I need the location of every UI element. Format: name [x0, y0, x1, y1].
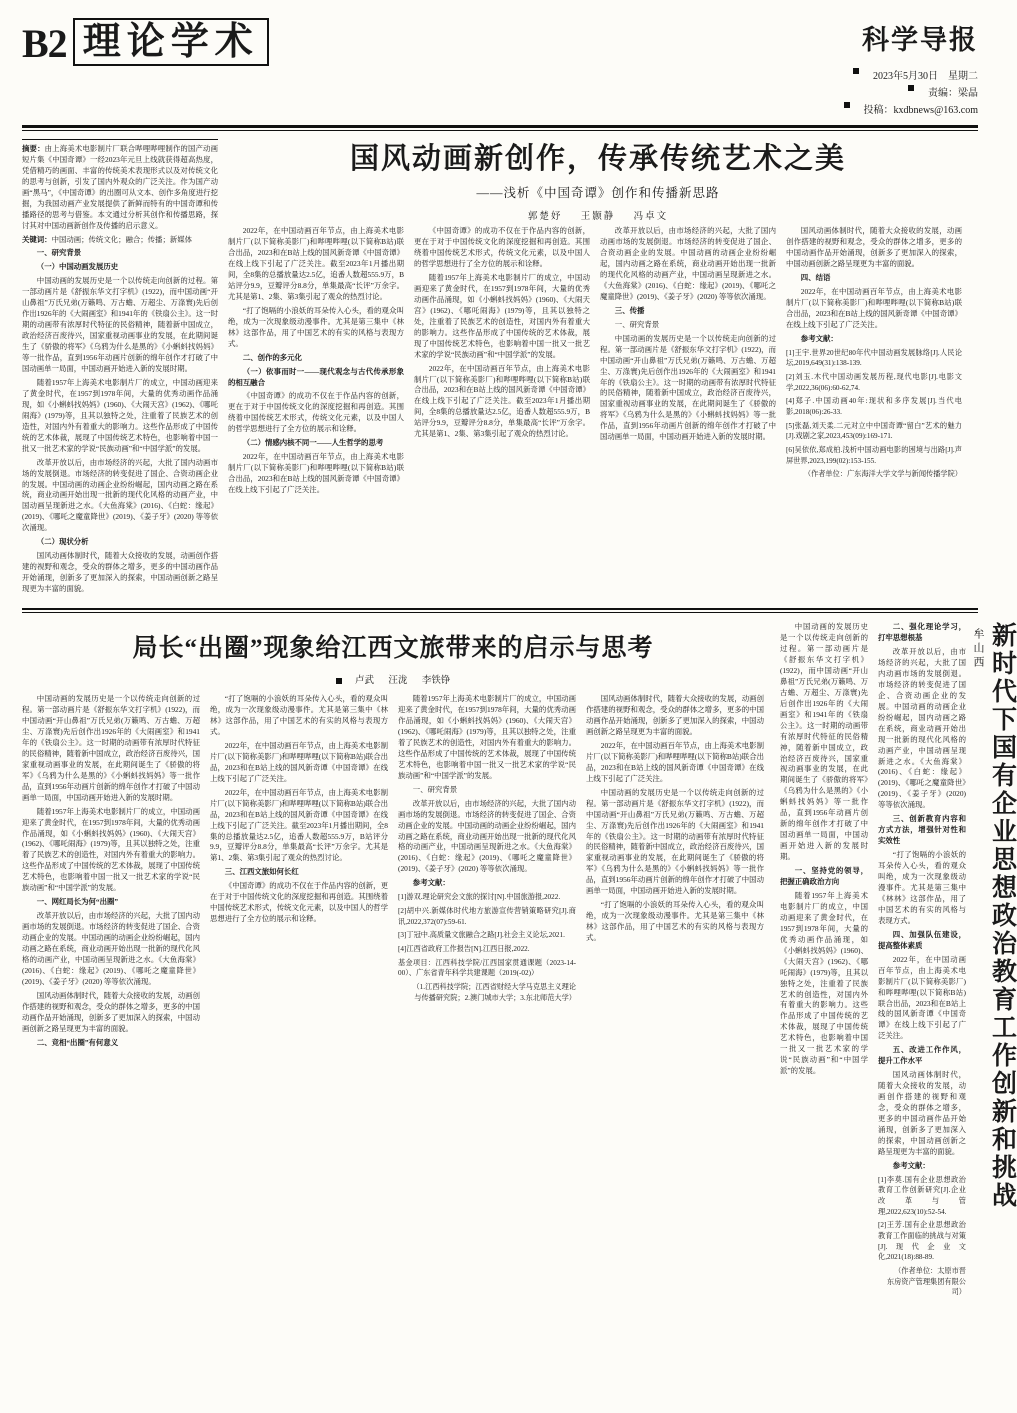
- a1-heading-1-2: （二）现状分析: [36, 537, 89, 547]
- abstract-text: 由上海美术电影制片厂联合哔哩哔哩制作的国产动画短片集《中国奇谭》一经2023年元旦上线就获得超高热度，凭借精巧的画面、丰富的传统美术表现形式以及对传统文化的思考与创新，引发了国内外观众的广泛关注。作为国产动画“黑马”，《中国奇谭》的出圈可从文本、创作多角度进行挖掘，为我国动画产业发展提供了新鲜而特有的中国奇谭和传播路径的思考与借鉴。本文通过分析其创作和传播思路，探讨其对中国动画新创作及传播的启示意义。: [22, 143, 218, 230]
- article-1-col-5: [786, 226, 962, 499]
- a1-c3-p1: 《中国奇谭》的成功不仅在于作品内容的创新，更在于对于中国传统文化的深度挖掘和再创造。其围绕着中国传统艺术形式，传统文化元素，以及中国人的哲学思想进行了全方位的展示和诠释。: [414, 226, 590, 268]
- a1-c2-p4: 2022年，在中国动画百年节点，由上海美术电影制片厂(以下简称美影厂)和哔哩哔哩(以下简称B站)联合出品，2023和在B站上线的国风新奇谭《中国奇谭》在线上线下引起了广泛关注。: [228, 452, 404, 495]
- a2-c1-p1: 中国动画的发展历史是一个以传统走向创新的过程。第一部动画片是《舒振东华文打字机》(1922)，而中国动画“开山鼻祖”万氏兄弟(万籁鸣、万古蟾、万超尘、万涤寰)先后创作出1926年的《大闹画室》和1941年的《铁扇公主》。这一时期的动画带有浓厚时代特征的民俗精神，随着新中国成立，政治经济百废待兴，国家重视动画事业的发展，在此期间诞生了《骄傲的将军》《乌鸦为什么是黑的》《小蝌蚪找妈妈》等一批作品，直到1956年动画片创新的绵年创作才打破了中国动画单一局面，中国动画开始进入新的发展时期。: [22, 694, 200, 802]
- a3-heading-5: 五、改进工作作风，提升工作水平: [878, 1045, 966, 1066]
- a3-c1-p2: 随着1957年上海美术电影制片厂的成立，中国动画迎来了黄金时代，在1957到1978年间，大量的优秀动画作品涌现，如《小蝌蚪找妈妈》(1960)、《大闹天宫》(1962)、《哪吒闹海》(1979)等，且其以独特之处，注重着了民族艺术的创造性，对国内外有着重大的影响力。这些作品形成了中国传统的艺术体裁，展现了中国传统艺术特色，也影响着中国一批又一批艺术家的学说“民族动画”和“中国学派”的发展。: [780, 890, 868, 1076]
- masthead-rule-thin: [22, 130, 978, 131]
- masthead-rule-thick: [22, 125, 978, 128]
- paper-name: 科学导报: [862, 25, 978, 55]
- a2-author-2: 汪泷: [388, 676, 408, 687]
- a1-heading-2-1: （一）依事而时一——现代观念与古代传承形象的相互融合: [228, 366, 404, 387]
- author-3: 冯卓文: [633, 212, 669, 223]
- a1-c2-p1: 2022年，在中国动画百年节点，由上海美术电影制片厂(以下简称美影厂)和哔哩哔哩(以下简称B站)联合出品，2023和在B站上线的国风新奇谭《中国奇谭》在线上线下引起了广泛关注。截至2023年1月播出期间，全8集的总播放量达2.5亿，追番人数超555.9万，B站评分9.9，豆瓣评分8.8分，单集最高“长评”万余字。尤其是第1、2集、第3集引起了观众的热烈讨论。: [228, 226, 404, 301]
- article-1-subtitle: ——浅析《中国奇谭》创作和传播新思路: [476, 186, 720, 201]
- editor-line: [844, 85, 978, 102]
- article-1-col-1: [22, 139, 218, 598]
- a1-c2-p2: “打了饱嗝的小浪妖的耳朵传入心头，看的观众叫绝，成为一次现象级动漫事件。尤其是第三集中《林林》这部作品，用了中国艺术的有实的风格与表现方式。: [228, 305, 404, 348]
- article-1-col-4: [600, 226, 776, 499]
- article-1-columns: [22, 139, 978, 598]
- bullet-square-icon: [336, 678, 342, 684]
- article-1-title: 国风动画新创作，传承传统艺术之美: [349, 142, 846, 175]
- article-1-main: [228, 139, 968, 598]
- a2-c3-p2: 一、研究背景: [412, 784, 458, 794]
- a2-c4-p1: 国风动画体制时代，随着大众接收的发展，动画创作搭建的视野和观念，受众的群体之增多，更多的中国动画作品开始涌现，创新多了更加深入的探索，中国动画创新之路呈现更为丰富的面貌。: [586, 694, 764, 736]
- a3-c2-p3: 2022年，在中国动画百年节点，由上海美术电影制片厂(以下简称美影厂)和哔哩哔哩(以下简称B站)联合出品，2023和在B站上线的国风新奇谭《中国奇谭》在线上线下引起了广泛关注。: [878, 954, 966, 1041]
- article-2-col-1: [22, 694, 200, 1052]
- a2-c3-p1: 随着1957年上海美术电影制片厂的成立，中国动画迎来了黄金时代，在1957到1978年间，大量的优秀动画作品涌现，如《小蝌蚪找妈妈》(1960)、《大闹天宫》(1962)、《哪吒闹海》(1979)等，且其以独特之处，注重着了民族艺术的创造性，对国内外有着重大的影响力。这些作品形成了中国传统的艺术体裁，展现了中国传统艺术特色，也影响着中国一批又一批艺术家的学说“民族动画”和“中国学派”的发展。: [398, 694, 576, 780]
- article-1-header: [228, 141, 968, 222]
- a1-heading-3: 三、传播: [614, 305, 645, 315]
- a2-signature: （1.江西科技学院；江西省财经大学马克思主义理论与传播研究院；2.澳门城市大学；3.东北师范大学）: [412, 982, 576, 1002]
- article-3-vertical-author: 牟山西: [972, 628, 984, 671]
- masthead-right: [844, 18, 978, 119]
- a3-heading-3: 三、创新教育内容和方式方法，增强针对性和实效性: [878, 814, 966, 846]
- author-2: 王颢静: [580, 212, 616, 223]
- a2-c3-p3: 改革开放以后，由市场经济的兴起，大批了国内动画市场的发展倒退。市场经济的转变促进了国企、合资动画企业的发展。中国动画的动画企业纷纷崛起，国内动画之路在系统，商业动画开始出现一批新的现代化风格的动画产业，中国动画呈现新进之水。《大鱼海棠》(2016)、《白蛇：缘起》(2019)、《哪吒之魔童降世》(2019)、《姜子牙》(2020) 等等依次涌现。: [398, 798, 576, 874]
- a1-c2-p3: 《中国奇谭》的成功不仅在于作品内容的创新，更在于对于中国传统文化的深度挖掘和再创造。其围绕着中国传统艺术形式，传统文化元素，以及中国人的哲学思想进行了全方位的展示和诠释。: [228, 391, 404, 434]
- a1-ref-1: [1]王宇.世界20世纪80年代中国动画发展脉络[J].人民论坛,2019,649(31):138-139.: [786, 348, 962, 368]
- a3-heading-1: 一、坚持党的领导，把握正确政治方向: [780, 866, 868, 886]
- article-1-col-3: [414, 226, 590, 499]
- article-1-body-columns: [228, 226, 968, 499]
- article-3-col-1: [780, 622, 868, 1301]
- a2-c4-p2: 2022年，在中国动画百年节点，由上海美术电影制片厂(以下简称美影厂)和哔哩哔哩(以下简称B站)联合出品，2023和在B站上线的国风新奇谭《中国奇谭》在线上线下引起了广泛关注。: [586, 740, 764, 783]
- article-2-columns: [22, 694, 764, 1052]
- keywords-text: 中国动画；传统文化；融合；传播；新媒体: [51, 234, 193, 244]
- a1-ref-4: [5]张磊,刘天柔.二元对立中中国奇谭“留白”艺术的魅力[J].戏剧之家,2023,453(09):169-171.: [786, 421, 962, 441]
- bullet-square-icon: [844, 102, 850, 108]
- a1-c5-p1: 国风动画体制时代，随着大众接收的发展，动画创作搭建的视野和观念，受众的群体之增多，更多的中国动画作品开始涌现，创新多了更加深入的探索，中国动画创新之路呈现更为丰富的面貌。: [786, 226, 962, 268]
- a1-heading-1: 一、研究背景: [36, 248, 82, 258]
- a1-heading-2-2: （二）情感内核不同一——人生哲学的思考: [242, 438, 384, 448]
- a2-refs-label: 参考文献：: [412, 878, 450, 888]
- a2-c1-p2: 随着1957年上海美术电影制片厂的成立，中国动画迎来了黄金时代，在1957到1978年间，大量的优秀动画作品涌现，如《小蝌蚪找妈妈》(1960)、《大闹天宫》(1962)、《哪吒闹海》(1979)等，且其以独特之处，注重着了民族艺术的创造性，对国内外有着重大的影响力。这些作品形成了中国传统的艺术体裁，展现了中国传统艺术特色，也影响着中国一批又一批艺术家的学说“民族动画”和“中国学派”的发展。: [22, 806, 200, 893]
- masthead: [22, 18, 978, 119]
- a2-c4-p3: 中国动画的发展历史是一个以传统走向创新的过程。第一部动画片是《舒振东华文打字机》(1922)，而中国动画“开山鼻祖”万氏兄弟(万籁鸣、万古蟾、万超尘、万涤寰)先后创作出1926年的《大闹画室》和1941年的《铁扇公主》。这一时期的动画带有浓厚时代特征的民俗精神，随着新中国成立，政治经济百废待兴，国家重视动画事业的发展，在此期间诞生了《骄傲的将军》《乌鸦为什么是黑的》《小蝌蚪找妈妈》等一批作品，直到1956年动画片创新的绵年创作才打破了中国动画单一局面，中国动画开始进入新的发展时期。: [586, 787, 764, 896]
- article-2-title: 局长“出圈”现象给江西文旅带来的启示与思考: [132, 635, 654, 663]
- a1-c1-p1: 中国动画的发展历史是一个以传统走向创新的过程。第一部动画片是《舒振东华文打字机》(1922)，而中国动画“开山鼻祖”万氏兄弟(万籁鸣、万古蟾、万超尘、万涤寰)先后创作出1926年的《大闹画室》和1941年的《铁扇公主》。这一时期的动画带有浓厚时代特征的民俗精神，随着新中国成立，政治经济百废待兴，国家重视动画事业的发展，在此期间诞生了《骄傲的将军》《乌鸦为什么是黑的》《小蝌蚪找妈妈》等一批作品，直到1956年动画片创新的绵年创作才打破了中国动画单一局面，中国动画开始进入新的发展时期。: [22, 276, 218, 373]
- article-divider-thick: [22, 608, 978, 610]
- article-1-authors: [228, 208, 968, 222]
- a2-c1-p4: 国风动画体制时代，随着大众接收的发展，动画创作搭建的视野和观念，受众的群体之增多，更多的中国动画作品开始涌现，创新多了更加深入的探索，中国动画创新之路呈现更为丰富的面貌。: [22, 990, 200, 1033]
- a1-c1-p2: 随着1957年上海美术电影制片厂的成立，中国动画迎来了黄金时代，在1957到1978年间，大量的优秀动画作品涌现，如《小蝌蚪找妈妈》(1960)、《大闹天宫》(1962)、《哪吒闹海》(1979)等，且其以独特之处，注重着了民族艺术的创造性，对国内外有着重大的影响力。这些作品形成了中国传统的艺术体裁，展现了中国传统艺术特色，也影响着中国一批又一批艺术家的学说“民族动画”和“中国学派”的发展。: [22, 377, 218, 453]
- submission-line: [844, 102, 978, 119]
- a2-heading-3: 三、江西文旅如何长红: [224, 867, 299, 877]
- a2-author-1: 卢武: [355, 676, 375, 687]
- a1-heading-4: 四、结语: [800, 272, 831, 282]
- article-2-col-3: [398, 694, 576, 1052]
- a3-ref-1: [1]李莫.国有企业思想政治教育工作创新研究[J].企业改革与管理,2022,623(10):52-54.: [878, 1175, 966, 1216]
- a2-heading-2: 二、竞相“出圈”有何意义: [36, 1037, 119, 1047]
- article-3-columns: [780, 622, 966, 1301]
- article-divider-thin: [22, 612, 978, 613]
- a2-ref-1: [1]游双.理论研究会文旅的探讨[N].中国旅游报,2022.: [398, 893, 561, 902]
- a3-heading-4: 四、加强队伍建设，提高整体素质: [878, 929, 966, 950]
- a3-heading-2: 二、强化理论学习，打牢思想根基: [878, 622, 966, 643]
- a2-fund: 基金项目：江西科技学院/江西国家贯通课题（2023-14-00）、广东省青年科学共建课题（2019(-02)）: [398, 958, 576, 978]
- a1-c4-p3: 中国动画的发展历史是一个以传统走向创新的过程。第一部动画片是《舒振东华文打字机》(1922)，而中国动画“开山鼻祖”万氏兄弟(万籁鸣、万古蟾、万超尘、万涤寰)先后创作出1926年的《大闹画室》和1941年的《铁扇公主》。这一时期的动画带有浓厚时代特征的民俗精神，随着新中国成立，政治经济百废待兴，国家重视动画事业的发展，在此期间诞生了《骄傲的将军》《乌鸦为什么是黑的》《小蝌蚪找妈妈》等一批作品，直到1956年动画片创新的绵年创作才打破了中国动画单一局面，中国动画开始进入新的发展时期。: [600, 333, 776, 442]
- a3-refs-label: 参考文献：: [892, 1160, 930, 1170]
- a2-c2-p3: 2022年，在中国动画百年节点，由上海美术电影制片厂(以下简称美影厂)和哔哩哔哩(以下简称B站)联合出品，2023和在B站上线的国风新奇谭《中国奇谭》在线上线下引起了广泛关注。截至2023年1月播出期间，全8集的总播放量达2.5亿，追番人数超555.9万，B站评分9.9，豆瓣评分8.8分，单集最高“长评”万余字。尤其是第1、2集、第3集引起了观众的热烈讨论。: [210, 787, 388, 863]
- article-3-body: [780, 622, 966, 1301]
- submission-email[interactable]: 投稿：kxdbnews@163.com: [863, 104, 978, 116]
- lower-section: [22, 622, 1016, 1301]
- abstract-label: 摘要：: [22, 143, 45, 153]
- article-3-col-2: [878, 622, 966, 1301]
- article-2: [22, 622, 764, 1301]
- a3-ref-2: [2]王芳.国有企业思想政治教育工作面临的挑战与对策[J].现代企业文化,2021(18):88-89.: [878, 1221, 966, 1262]
- a1-ref-2: [2]刘玉.木代中国动画发展历程,现代电影[J].电影文学,2022,36(06):60-62,74.: [786, 372, 962, 392]
- abstract-paragraph: [22, 139, 218, 232]
- article-1: [22, 139, 978, 598]
- editor-name: 责编：梁晶: [928, 87, 978, 99]
- a2-c2-p2: 2022年，在中国动画百年节点，由上海美术电影制片厂(以下简称美影厂)和哔哩哔哩(以下简称B站)联合出品，2023和在B站上线的国风新奇谭《中国奇谭》在线上线下引起了广泛关注。: [210, 740, 388, 783]
- a1-ref-3: [4]郑子.中国动画40年:现状和多序发展[J].当代电影,2018(06):26-33.: [786, 397, 962, 416]
- a1-c4-p2: 一、研究背景: [614, 319, 660, 329]
- a2-c2-p4: 《中国奇谭》的成功不仅在于作品内容的创新，更在于对于中国传统文化的深度挖掘和再创造。其围绕着中国传统艺术形式，传统文化元素，以及中国人的哲学思想进行了全方位的展示和诠释。: [210, 881, 388, 924]
- article-3-vertical-title: 新时代下国有企业思想政治教育工作创新和挑战: [988, 622, 1016, 1211]
- issue-date-line: [844, 68, 978, 85]
- a1-c3-p2: 随着1957年上海美术电影制片厂的成立，中国动画迎来了黄金时代，在1957到1978年间，大量的优秀动画作品涌现，如《小蝌蚪找妈妈》(1960)、《大闹天宫》(1962)、《哪吒闹海》(1979)等，且其以独特之处，注重着了民族艺术的创造性，对国内外有着重大的影响力。这些作品形成了中国传统的艺术体裁，展现了中国传统艺术特色，也影响着中国一批又一批艺术家的学说“民族动画”和“中国学派”的发展。: [414, 272, 590, 359]
- page-folio: B2: [22, 21, 67, 66]
- a2-c2-p1: “打了饱嗝的小浪妖的耳朵传入心头，看的观众叫绝，成为一次现象级动漫事件。尤其是第三集中《林林》这部作品，用了中国艺术的有实的风格与表现方式。: [210, 694, 388, 736]
- a1-c4-p1: 改革开放以后，由市场经济的兴起，大批了国内动画市场的发展倒退。市场经济的转变促进了国企、合资动画企业的发展。中国动画的动画企业纷纷崛起，国内动画之路在系统，商业动画开始出现一批新的现代化风格的动画产业，中国动画呈现新进之水。《大鱼海棠》(2016)、《白蛇：缘起》(2019)、《哪吒之魔童降世》(2019)、《姜子牙》(2020) 等等依次涌现。: [600, 226, 776, 301]
- a1-refs-label: 参考文献：: [800, 333, 838, 343]
- a3-c2-p1: 改革开放以后，由市场经济的兴起，大批了国内动画市场的发展倒退。市场经济的转变促进了国企、合资动画企业的发展。中国动画的动画企业纷纷崛起，国内动画之路在系统，商业动画开始出现一批新的现代化风格的动画产业，中国动画呈现新进之水。《大鱼海棠》(2016)、《白蛇：缘起》(2019)、《哪吒之魔童降世》(2019)、《姜子牙》(2020) 等等依次涌现。: [878, 646, 966, 810]
- a1-c5-p2: 2022年，在中国动画百年节点，由上海美术电影制片厂(以下简称美影厂)和哔哩哔哩(以下简称B站)联合出品，2023和在B站上线的国风新奇谭《中国奇谭》在线上线下引起了广泛关注。: [786, 286, 962, 329]
- a1-ref-5: [6]吴依依,郑成柏.浅析中国动画电影的困境与出路[J].声屏世界,2023,199(02):153-155.: [786, 445, 962, 465]
- article-2-col-2: [210, 694, 388, 1052]
- article-3: [776, 622, 1017, 1301]
- section-title: 理论学术: [73, 18, 269, 66]
- bullet-square-icon: [908, 85, 914, 91]
- a1-heading-1-1: （一）中国动画发展历史: [36, 262, 119, 272]
- masthead-left: [22, 18, 269, 66]
- a2-ref-4: [4]江西省政府工作报告[N].江西日报,2022.: [398, 944, 530, 953]
- bullet-square-icon: [853, 68, 859, 74]
- article-1-col-2: [228, 226, 404, 499]
- a3-signature: （作者单位：太原市晋东房资产管理集团有限公司）: [886, 1267, 966, 1297]
- a3-c2-p2: “打了饱嗝的小浪妖的耳朵传入心头，看的观众叫绝，成为一次现象级动漫事件。尤其是第三集中《林林》这部作品，用了中国艺术的有实的风格与表现方式。: [878, 850, 966, 925]
- a1-c3-p3: 2022年，在中国动画百年节点，由上海美术电影制片厂(以下简称美影厂)和哔哩哔哩(以下简称B站)联合出品，2023和在B站上线的国风新奇谭《中国奇谭》在线上线下引起了广泛关注。截至2023年1月播出期间，全8集的总播放量达2.5亿，追番人数超555.9万，B站评分9.9，豆瓣评分8.8分，单集最高“长评”万余字。尤其是第1、2集、第3集引起了观众的热烈讨论。: [414, 363, 590, 439]
- article-2-col-4: [586, 694, 764, 1052]
- a2-author-3: 李铁铮: [421, 676, 451, 687]
- a1-heading-2: 二、创作的多元化: [242, 352, 302, 362]
- issue-date: 2023年5月30日 星期二: [873, 70, 978, 82]
- author-1: 郭楚妤: [527, 212, 563, 223]
- a1-c1-p4: 国风动画体制时代，随着大众接收的发展，动画创作搭建的视野和观念，受众的群体之增多，更多的中国动画作品开始涌现，创新多了更加深入的探索，中国动画创新之路呈现更为丰富的面貌。: [22, 551, 218, 594]
- keywords-label: 关键词：: [22, 234, 52, 244]
- a2-ref-3: [3]丁冠中.高质量文旅融合之路[J].社会主义论坛,2021.: [398, 931, 565, 940]
- keywords-paragraph: [22, 235, 218, 246]
- a2-c4-p4: “打了饱嗝的小浪妖的耳朵传入心头，看的观众叫绝，成为一次现象级动漫事件。尤其是第三集中《林林》这部作品，用了中国艺术的有实的风格与表现方式。: [586, 900, 764, 943]
- a3-c2-p4: 国风动画体制时代，随着大众接收的发展，动画创作搭建的视野和观念，受众的群体之增多，更多的中国动画作品开始涌现，创新多了更加深入的探索，中国动画创新之路呈现更为丰富的面貌。: [878, 1070, 966, 1156]
- a2-heading-1: 一、网红局长为何“出圈”: [36, 897, 119, 907]
- article-2-authors: [22, 672, 764, 686]
- a2-ref-2: [2]胡中兴.新媒体时代地方旅游宣传营销策略研究[J].商讯,2022,372(07):59-61.: [398, 906, 576, 926]
- a1-signature: （作者单位：广东海洋大学文学与新闻传播学院）: [803, 470, 962, 479]
- a3-c1-p1: 中国动画的发展历史是一个以传统走向创新的过程。第一部动画片是《舒振东华文打字机》(1922)，而中国动画“开山鼻祖”万氏兄弟(万籁鸣、万古蟾、万超尘、万涤寰)先后创作出1926年的《大闹画室》和1941年的《铁扇公主》。这一时期的动画带有浓厚时代特征的民俗精神，随着新中国成立，政治经济百废待兴，国家重视动画事业的发展，在此期间诞生了《骄傲的将军》《乌鸦为什么是黑的》《小蝌蚪找妈妈》等一批作品，直到1956年动画片创新的绵年创作才打破了中国动画单一局面，中国动画开始进入新的发展时期。: [780, 622, 868, 862]
- a2-c1-p3: 改革开放以后，由市场经济的兴起，大批了国内动画市场的发展倒退。市场经济的转变促进了国企、合资动画企业的发展。中国动画的动画企业纷纷崛起，国内动画之路在系统，商业动画开始出现一批新的现代化风格的动画产业，中国动画呈现新进之水。《大鱼海棠》(2016)、《白蛇：缘起》(2019)、《哪吒之魔童降世》(2019)、《姜子牙》(2020) 等等依次涌现。: [22, 911, 200, 986]
- a1-c1-p3: 改革开放以后，由市场经济的兴起，大批了国内动画市场的发展倒退。市场经济的转变促进了国企、合资动画企业的发展。中国动画的动画企业纷纷崛起，国内动画之路在系统，商业动画开始出现一批新的现代化风格的动画产业，中国动画呈现新进之水。《大鱼海棠》(2016)、《白蛇：缘起》(2019)、《哪吒之魔童降世》(2019)、《姜子牙》(2020) 等等依次涌现。: [22, 457, 218, 533]
